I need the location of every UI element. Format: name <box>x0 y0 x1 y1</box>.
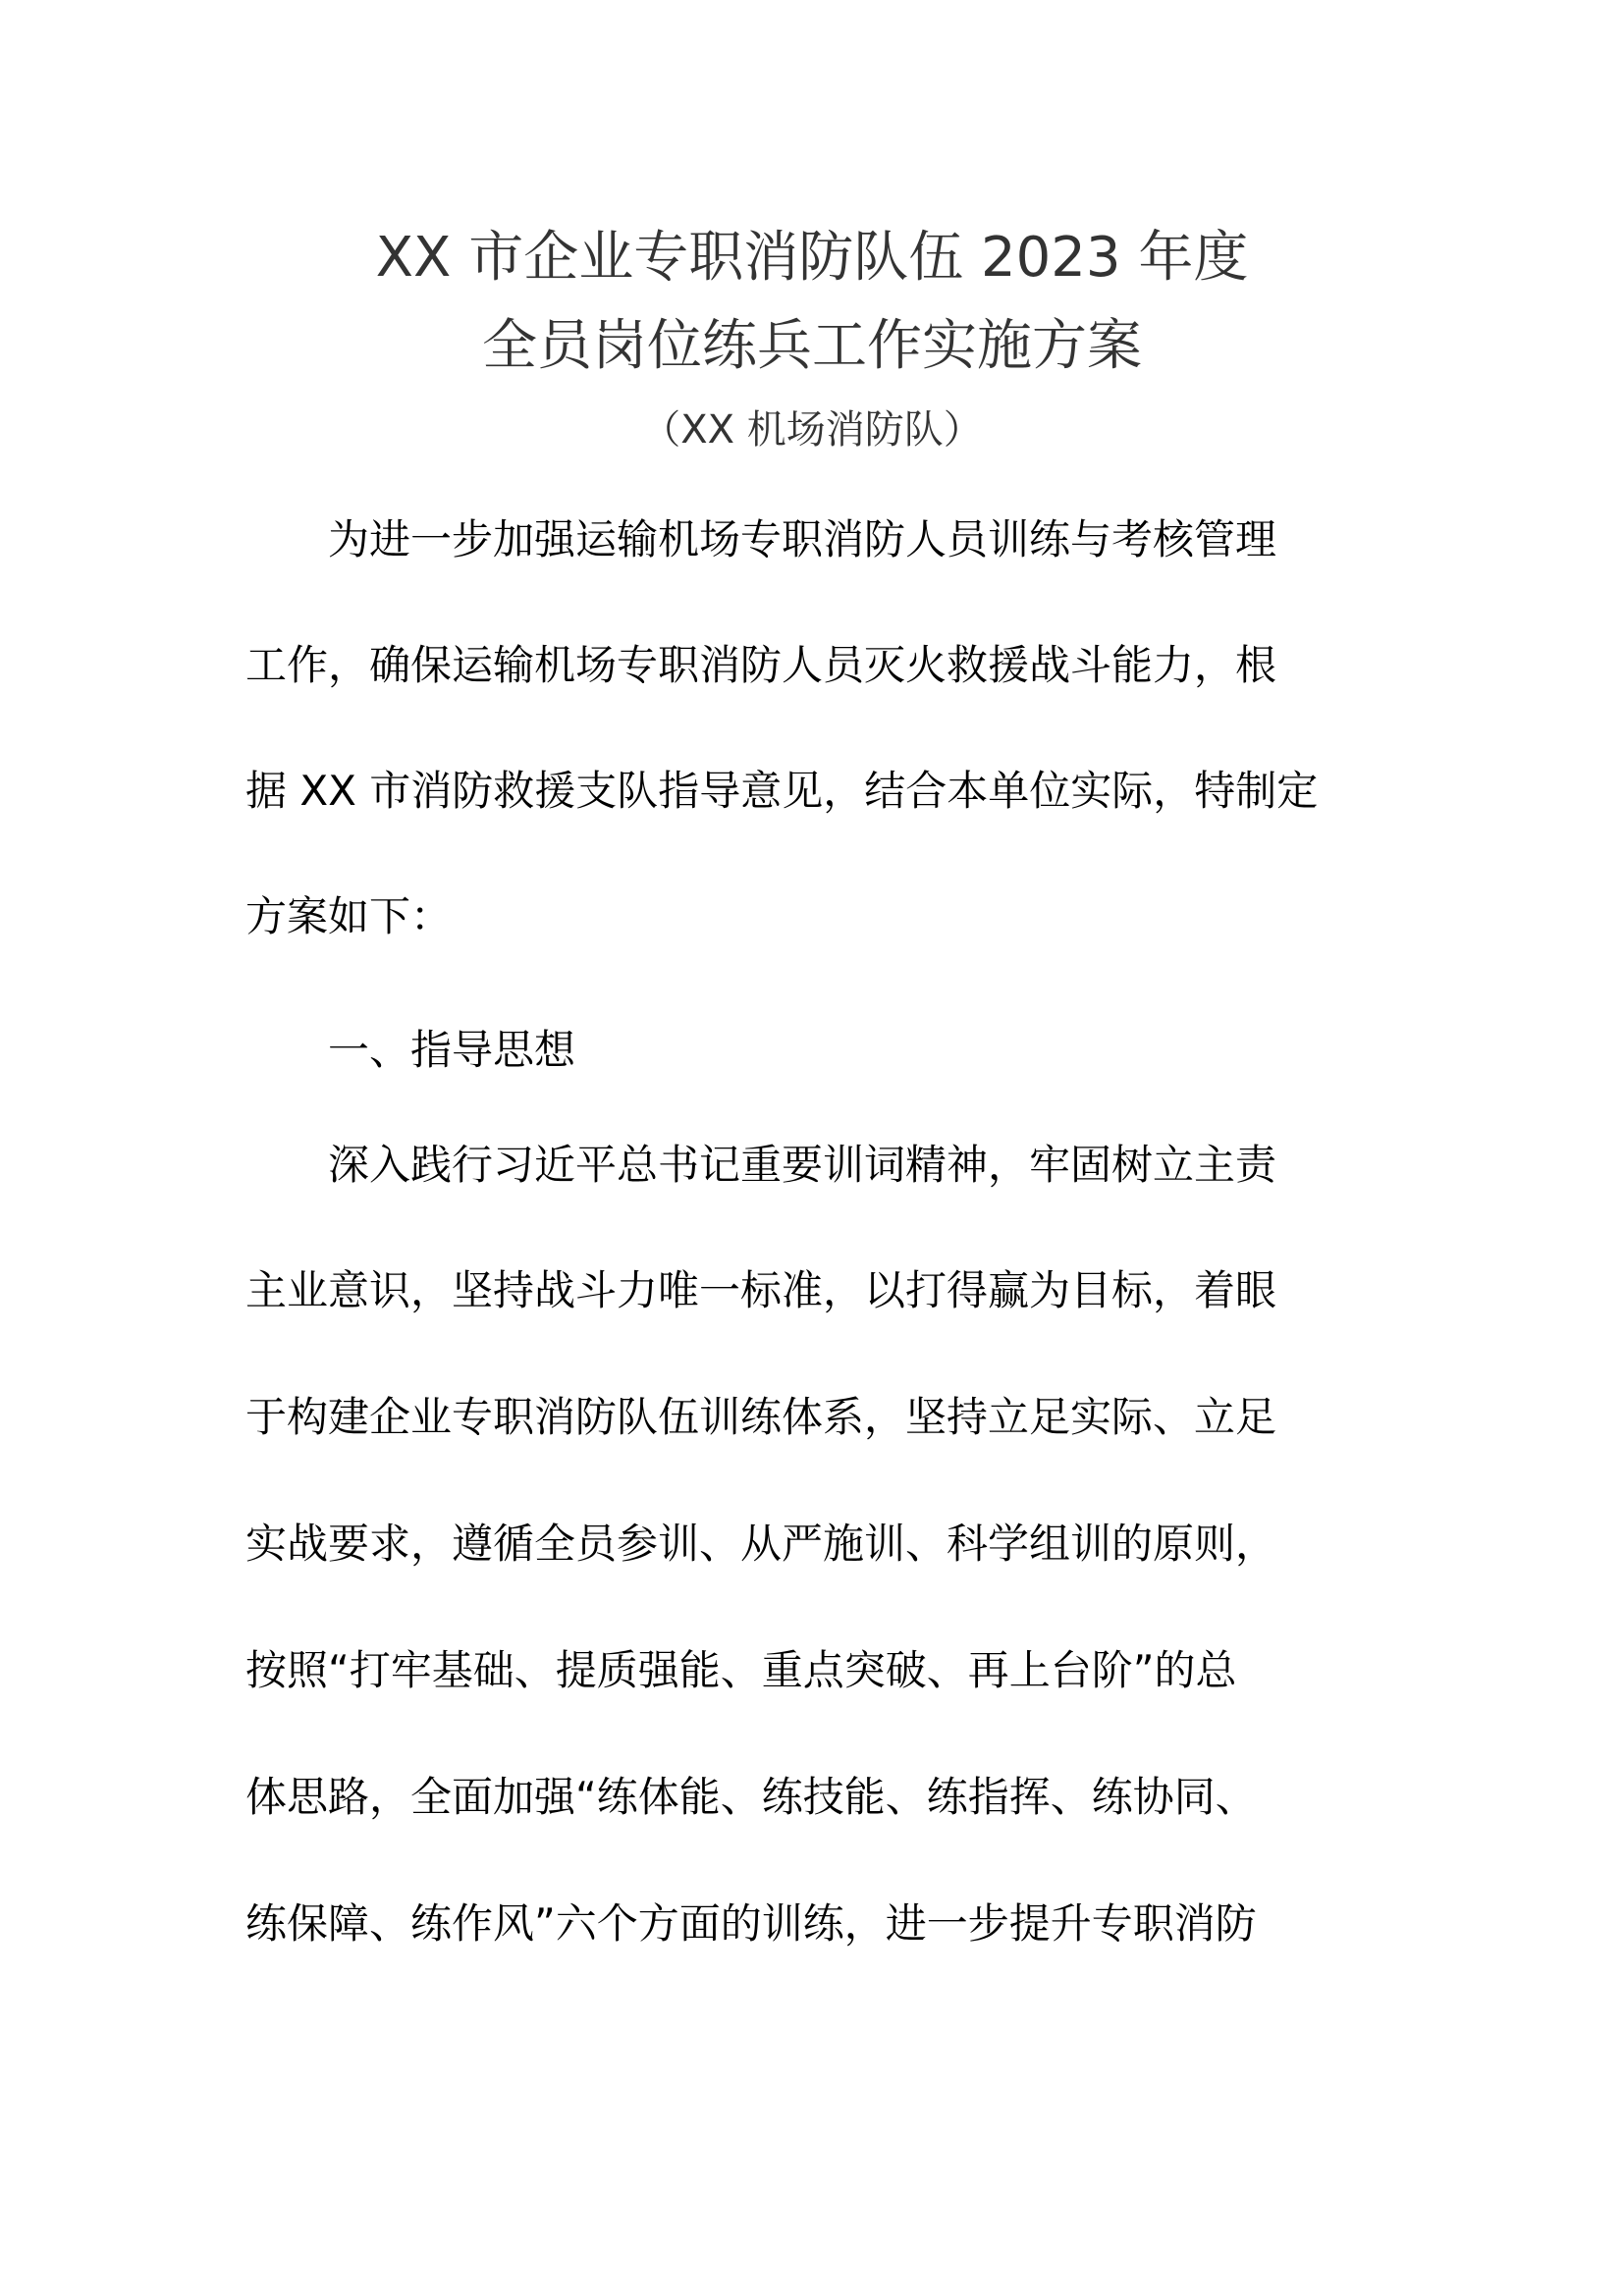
paragraph-line: 于构建企业专职消防队伍训练体系，坚持立足实际、立足 <box>245 1393 1277 1441</box>
document-title-line-1: XX 市企业专职消防队伍 2023 年度 <box>375 226 1249 290</box>
document-title-line-2: 全员岗位练兵工作实施方案 <box>482 314 1142 378</box>
paragraph-line: 为进一步加强运输机场专职消防人员训练与考核管理 <box>328 515 1277 563</box>
paragraph-line: 工作，确保运输机场专职消防人员灭火救援战斗能力，根 <box>245 641 1277 689</box>
paragraph-line: 按照“打牢基础、提质强能、重点突破、再上台阶”的总 <box>245 1646 1237 1694</box>
section-heading: 一、指导思想 <box>328 1026 576 1074</box>
paragraph-line: 练保障、练作风”六个方面的训练，进一步提升专职消防 <box>245 1899 1257 1948</box>
paragraph-line: 据 XX 市消防救援支队指导意见，结合本单位实际，特制定 <box>245 767 1319 815</box>
document-subtitle: （XX 机场消防队） <box>641 407 983 453</box>
paragraph-line: 方案如下： <box>245 892 453 940</box>
paragraph-line: 实战要求，遵循全员参训、从严施训、科学组训的原则， <box>245 1520 1277 1568</box>
paragraph-line: 体思路，全面加强“练体能、练技能、练指挥、练协同、 <box>245 1773 1257 1821</box>
paragraph-line: 深入践行习近平总书记重要训词精神，牢固树立主责 <box>328 1141 1277 1189</box>
paragraph-line: 主业意识，坚持战斗力唯一标准，以打得赢为目标，着眼 <box>245 1266 1277 1314</box>
